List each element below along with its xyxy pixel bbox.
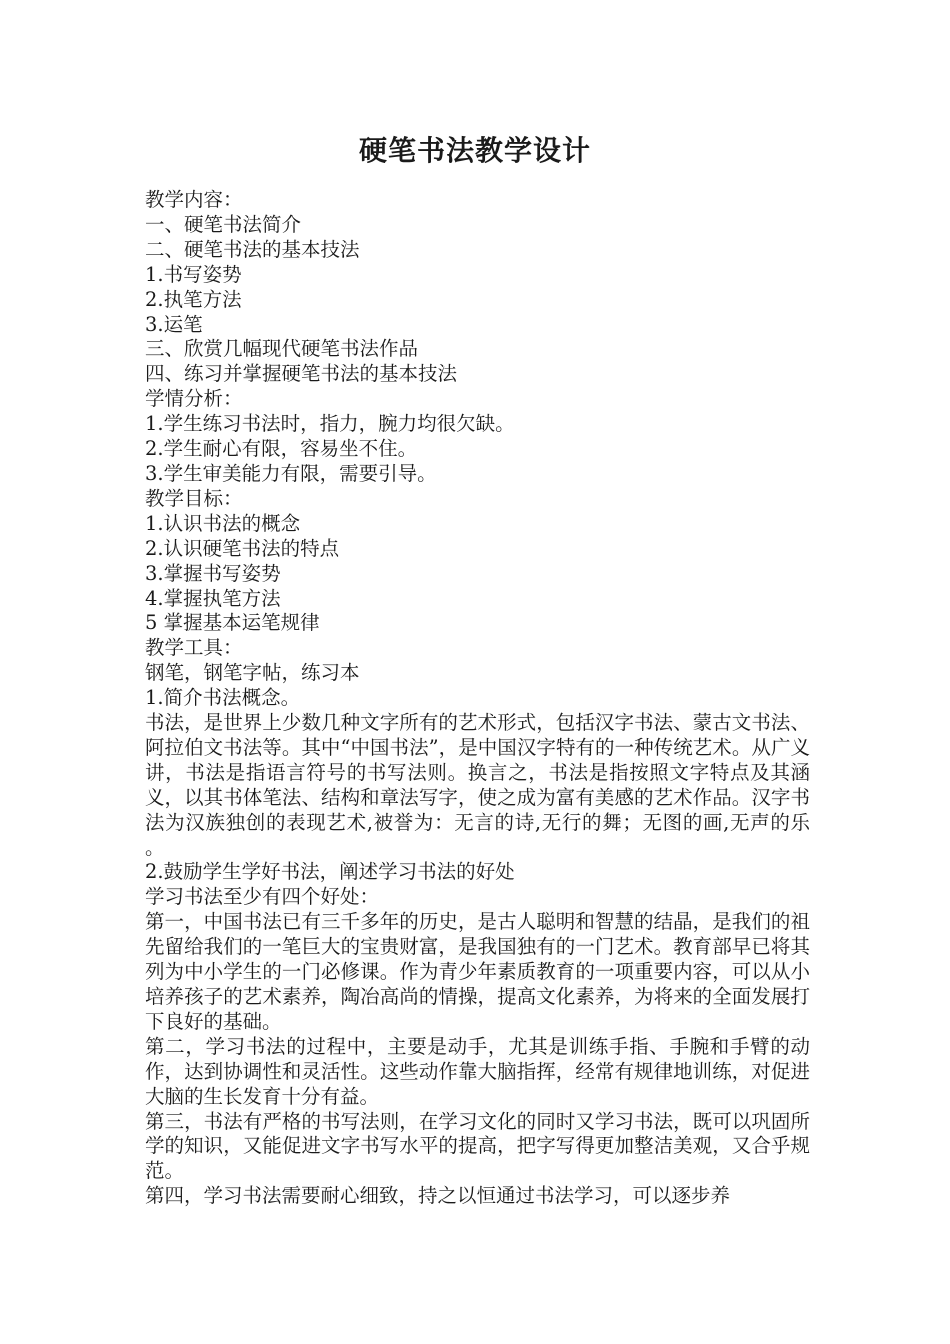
goal-item-1: 1.认识书法的概念 bbox=[145, 511, 301, 535]
section-heading-analysis: 学情分析： bbox=[145, 387, 243, 411]
analysis-item-2: 2.学生耐心有限，容易坐不住。 bbox=[145, 437, 418, 461]
section-heading-content: 教学内容： bbox=[145, 188, 243, 211]
goal-item-3: 3.掌握书写姿势 bbox=[145, 561, 281, 585]
content-item-4: 四、练习并掌握硬笔书法的基本技法 bbox=[145, 362, 458, 386]
step-heading-1: 1.简介书法概念。 bbox=[145, 686, 301, 710]
content-item-2: 二、硬笔书法的基本技法 bbox=[145, 237, 360, 261]
content-subitem-3: 3.运笔 bbox=[145, 312, 203, 336]
paragraph-benefit-third: 第三，书法有严格的书写法则，在学习文化的同时又学习书法，既可以巩固所学的知识，又能促进文字书写水平的提高，把字写得更加整洁美观，又合乎规范。 bbox=[145, 1109, 810, 1183]
document-title: 硬笔书法教学设计 bbox=[358, 134, 591, 167]
section-heading-tools: 教学工具： bbox=[145, 636, 243, 660]
section-heading-goals: 教学目标： bbox=[145, 486, 243, 510]
goal-item-5: 5 掌握基本运笔规律 bbox=[145, 611, 320, 635]
content-subitem-1: 1.书写姿势 bbox=[145, 262, 242, 286]
benefits-intro: 学习书法至少有四个好处： bbox=[145, 885, 380, 909]
paragraph-benefit-second: 第二，学习书法的过程中，主要是动手，尤其是训练手指、手腕和手臂的动作，达到协调性和灵活性。这些动作靠大脑指挥，经常有规律地训练，对促进大脑的生长发育十分有益。 bbox=[145, 1034, 810, 1108]
tools-list: 钢笔，钢笔字帖，练习本 bbox=[145, 661, 360, 685]
goal-item-4: 4.掌握执笔方法 bbox=[145, 586, 281, 610]
goal-item-2: 2.认识硬笔书法的特点 bbox=[145, 536, 340, 560]
analysis-item-1: 1.学生练习书法时，指力，腕力均很欠缺。 bbox=[145, 412, 515, 436]
content-subitem-2: 2.执笔方法 bbox=[145, 287, 242, 311]
content-item-3: 三、欣赏几幅现代硬笔书法作品 bbox=[145, 337, 419, 361]
paragraph-benefit-fourth: 第四，学习书法需要耐心细致，持之以恒通过书法学习，可以逐步养 bbox=[145, 1184, 731, 1208]
step-heading-2: 2.鼓励学生学好书法，阐述学习书法的好处 bbox=[145, 860, 515, 884]
document-body bbox=[145, 188, 810, 1209]
paragraph-calligraphy-definition: 书法，是世界上少数几种文字所有的艺术形式，包括汉字书法、蒙古文书法、阿拉伯文书法等。其中“中国书法”，是中国汉字特有的一种传统艺术。从广义讲，书法是指语言符号的书写法则。换言之，书法是指按照文字特点及其涵义，以其书体笔法、结构和章法写字，使之成为富有美感的艺术作品。汉字书法为汉族独创的表现艺术,被誉为：无言的诗,无行的舞；无图的画,无声的乐 。 bbox=[145, 711, 810, 859]
analysis-item-3: 3.学生审美能力有限，需要引导。 bbox=[145, 461, 437, 485]
paragraph-benefit-first: 第一，中国书法已有三千多年的历史，是古人聪明和智慧的结晶，是我们的祖先留给我们的一笔巨大的宝贵财富，是我国独有的一门艺术。教育部早已将其列为中小学生的一门必修课。作为青少年素质教育的一项重要内容，可以从小培养孩子的艺术素养，陶冶高尚的情操，提高文化素养，为将来的全面发展打下良好的基础。 bbox=[145, 910, 810, 1033]
content-item-1: 一、硬笔书法简介 bbox=[145, 212, 302, 236]
